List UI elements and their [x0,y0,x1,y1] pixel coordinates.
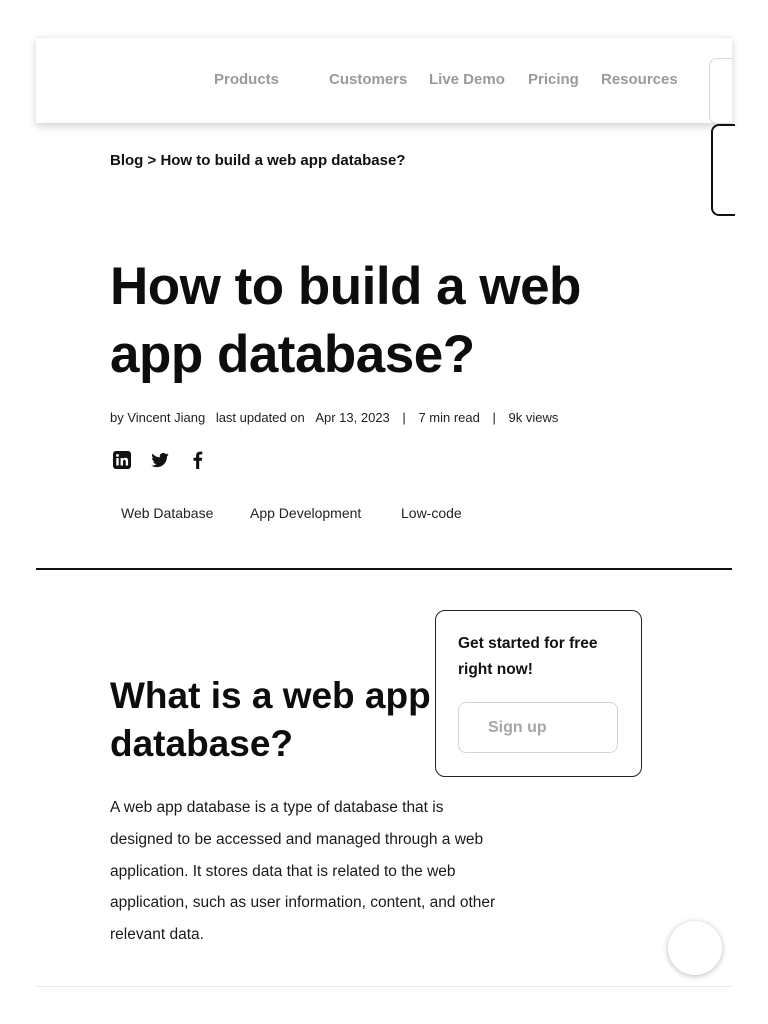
section-divider [36,568,732,570]
article-meta [110,410,558,425]
meta-updated-label: last updated on [215,410,305,425]
meta-read-time: 7 min read [418,410,480,425]
nav-action-button-clipped[interactable] [709,58,732,124]
article-title: How to build a web app database? [110,257,581,384]
bottom-separator [36,986,732,987]
sign-up-button[interactable]: Sign up [458,702,618,753]
section-heading: What is a web app database? [110,675,431,764]
meta-date: Apr 13, 2023 [315,410,390,425]
side-action-button-clipped[interactable] [711,124,735,216]
meta-author[interactable]: Vincent Jiang [127,410,206,425]
meta-by: by [110,410,124,425]
nav-item-customers[interactable]: Customers [329,71,408,88]
tag-web-database[interactable]: Web Database [121,505,214,521]
breadcrumb-blog-link[interactable]: Blog [110,152,144,169]
breadcrumb-separator: > [147,152,157,169]
meta-views: 9k views [508,410,559,425]
breadcrumb [110,152,405,169]
nav-item-pricing[interactable]: Pricing [528,71,579,88]
twitter-icon[interactable] [150,450,170,470]
nav-item-live-demo[interactable]: Live Demo [429,71,505,88]
nav-item-products[interactable]: Products [214,71,280,88]
cta-card [435,610,642,777]
tag-low-code[interactable]: Low-code [401,505,462,521]
chat-bubble-button[interactable] [668,921,722,975]
tag-app-development[interactable]: App Development [250,505,362,521]
meta-separator: | [492,410,496,425]
linkedin-icon[interactable] [112,450,132,470]
meta-separator: | [402,410,406,425]
facebook-icon[interactable] [188,450,208,470]
section-body: A web app database is a type of database that is designed to be accessed and managed through a web application. It stores data that is related to the web application, such as user information, content, and other relevant data. [110,799,496,944]
top-navigation [36,37,732,123]
breadcrumb-current: How to build a web app database? [160,152,406,169]
cta-text: Get started for free right now! [458,635,598,678]
nav-item-resources[interactable]: Resources [601,71,678,88]
